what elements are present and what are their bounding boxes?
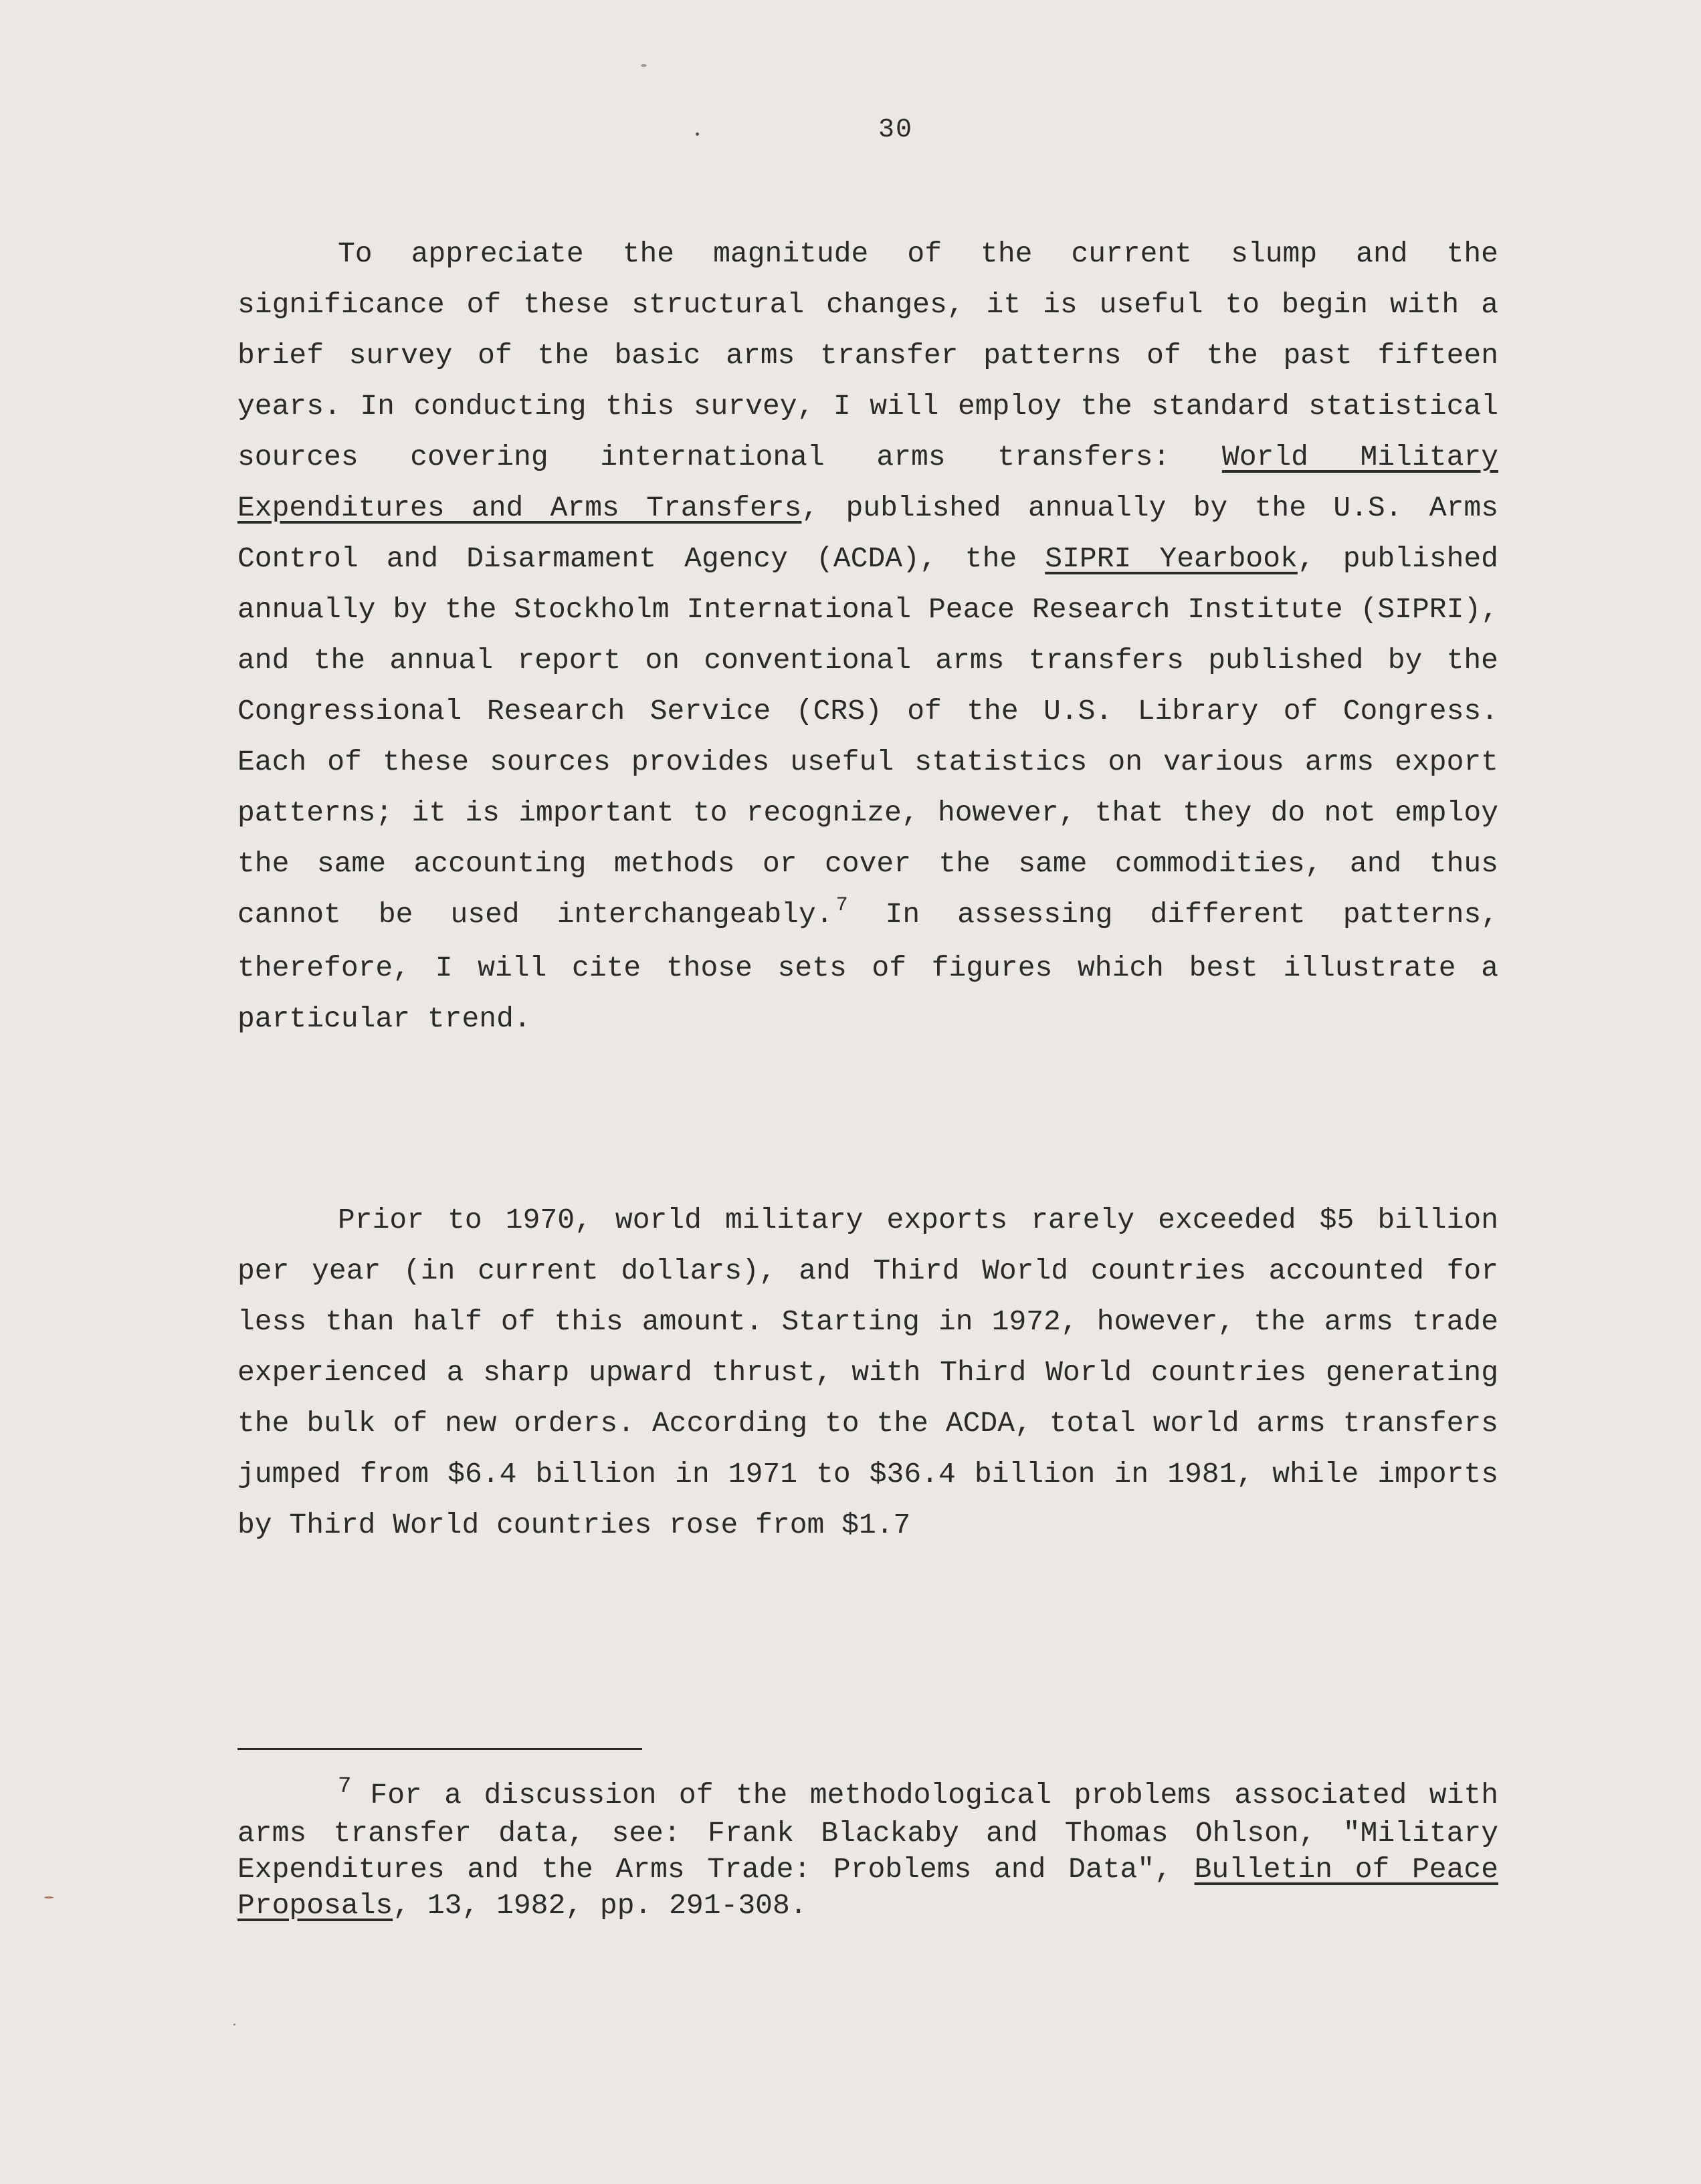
paragraph-export-trends: Prior to 1970, world military exports rarely exceeded $5 billion per year (in current dollars), and Third World countries accounted for less than half of this amount. Starting in 1972, however, the arms trade experienced a sharp upward thrust, with Third World countries generating the bulk of new orders. According to the ACDA, total world arms transfers jumped from $6.4 billion in 1971 to $36.4 billion in 1981, while imports by Third World countries rose from $1.7 — [237, 1204, 1498, 1541]
paper-speck — [696, 132, 699, 136]
paper-speck — [641, 64, 647, 67]
paragraph-after-source1: , published annually by the U.S. Arms Control and Disarmament Agency (ACDA), the — [237, 492, 1498, 575]
footnote-text: For a discussion of the methodological problems associated with arms transfer data, see: Frank Blackaby and Thomas Ohlson, "Military Expenditures and the Arms Trade: Problems and Data", — [237, 1779, 1498, 1886]
footnote-number: 7 — [338, 1774, 352, 1799]
footnote — [237, 1774, 1499, 1924]
paragraph-conclusion: In assessing different patterns, therefore, I will cite those sets of figures which best illustrate a particular trend. — [237, 898, 1498, 1035]
footnote-reference: 7 — [835, 894, 848, 917]
paper-speck — [44, 1896, 54, 1898]
paragraph-intro: To appreciate the magnitude of the current slump and the significance of these structural changes, it is useful to begin with a brief survey of the basic arms transfer patterns of the past fifteen years. In conducting this survey, I will employ the standard statistical sources covering international arms transfers: — [237, 237, 1498, 473]
source-title-sipri: SIPRI Yearbook — [1045, 542, 1298, 575]
source-title-wmeat: World Military Expenditures and Arms Transfers — [237, 441, 1498, 524]
page-number: 30 — [878, 115, 913, 145]
footnote-text-end: , 13, 1982, pp. 291-308. — [393, 1889, 807, 1922]
paragraph-after-source2: , published annually by the Stockholm International Peace Research Institute (SIPRI), and the annual report on conventional arms transfers published by the Congressional Research Service (CRS) of the U.S. Library of Congress. Each of these sources provides useful statistics on various arms export patterns; it is important to recognize, however, that they do not employ the same accounting methods or cover the same commodities, and thus cannot be used interchangeably. — [237, 542, 1498, 931]
paragraph-arms-sources — [237, 229, 1498, 1045]
footnote-journal-title: Bulletin of Peace Proposals — [237, 1853, 1499, 1922]
paper-speck — [233, 2024, 235, 2026]
footnote-divider — [237, 1748, 642, 1750]
